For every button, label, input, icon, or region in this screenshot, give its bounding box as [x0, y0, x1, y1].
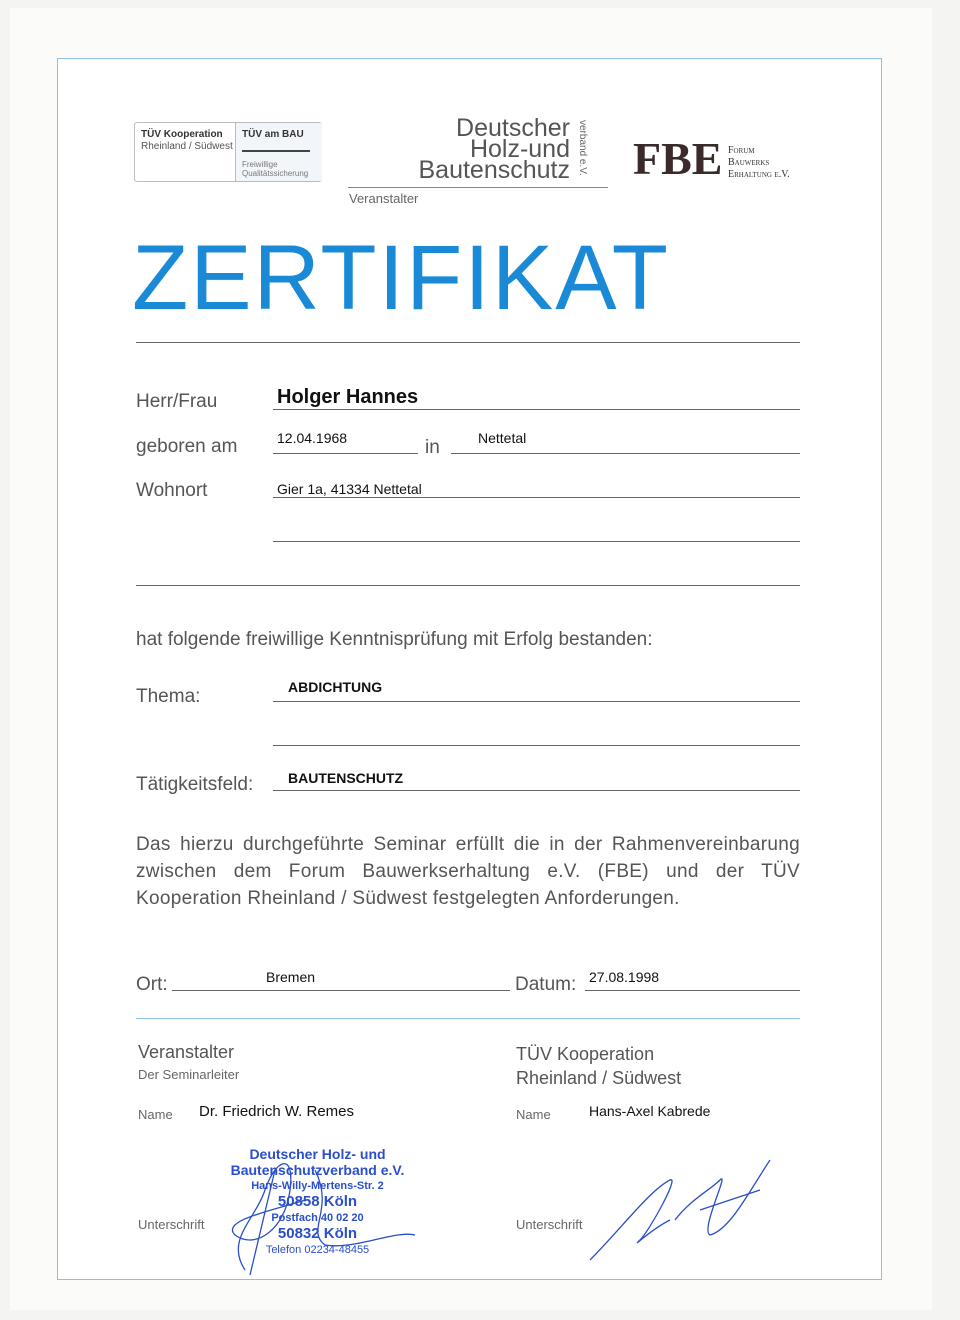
field-label: Tätigkeitsfeld: — [136, 774, 254, 795]
topic-value: ABDICHTUNG — [288, 679, 383, 695]
tuv-signatory-title — [516, 1042, 681, 1090]
organizer-title: Veranstalter — [138, 1042, 235, 1062]
dhbv-side: verband e.V. — [577, 120, 588, 176]
tuv-logo — [134, 122, 322, 182]
topic-label: Thema: — [136, 686, 201, 707]
passed-text: hat folgende freiwillige Kenntnisprüfung mit Erfolg bestanden: — [136, 629, 653, 650]
stamp-line: Deutscher Holz- und — [249, 1146, 386, 1162]
dhbv-line3: Bautenschutz — [418, 156, 570, 184]
stamp-line: Bautenschutzverband e.V. — [230, 1162, 405, 1178]
birthplace-value: Nettetal — [478, 430, 527, 446]
date-label: Datum: — [515, 974, 577, 995]
born-label: geboren am — [136, 436, 238, 457]
right-name-value: Hans-Axel Kabrede — [589, 1103, 711, 1119]
stamp-line: Telefon 02234-48455 — [265, 1244, 370, 1256]
tuv-left-title: TÜV Kooperation — [141, 129, 223, 140]
fbe-logo: FBE — [633, 133, 723, 184]
right-signature — [580, 1150, 800, 1270]
fbe-text-2: Bauwerks — [728, 157, 770, 168]
left-name-label: Name — [138, 1107, 173, 1122]
born-value: 12.04.1968 — [277, 430, 348, 446]
residence-value: Gier 1a, 41334 Nettetal — [277, 481, 422, 497]
date-value: 27.08.1998 — [589, 969, 660, 985]
place-value: Bremen — [266, 969, 316, 985]
requirements-paragraph: Das hierzu durchgeführte Seminar erfüllt die in der Rahmenvereinbarung zwischen dem Forum Bauwerkserhaltung e.V. (FBE) und der TÜV Kooperation Rheinland / Südwest festgelegten Anforderungen. — [136, 834, 800, 909]
left-signature-label: Unterschrift — [138, 1217, 205, 1232]
fbe-text-3: Erhaltung e.V. — [728, 169, 790, 180]
stamp-line: 50832 Köln — [277, 1225, 358, 1242]
tuv-left-sub: Rheinland / Südwest — [141, 141, 233, 152]
field-value: BAUTENSCHUTZ — [288, 770, 404, 786]
tuv-signatory-title-1: TÜV Kooperation — [516, 1044, 655, 1064]
stamp-line: Postfach 40 02 20 — [271, 1212, 364, 1224]
left-name-value: Dr. Friedrich W. Remes — [199, 1103, 355, 1120]
right-signature-label: Unterschrift — [516, 1217, 583, 1232]
in-label: in — [425, 437, 440, 458]
dhbv-line2: Holz-und — [469, 135, 570, 163]
tuv-right-sub1: Freiwillige — [242, 160, 278, 169]
dhbv-line1: Deutscher — [456, 114, 570, 142]
residence-label: Wohnort — [136, 480, 208, 501]
stamp-line: Hans-Willy-Mertens-Str. 2 — [251, 1180, 384, 1192]
dhbv-logo — [370, 114, 570, 184]
organizer-subtitle: Der Seminarleiter — [138, 1067, 240, 1082]
right-name-label: Name — [516, 1107, 551, 1122]
tuv-right-sub2: Qualitätssicherung — [242, 169, 309, 178]
certificate-title: ZERTIFIKAT — [132, 227, 670, 329]
tuv-signatory-title-2: Rheinland / Südwest — [516, 1068, 682, 1088]
stamp-line: 50858 Köln — [277, 1193, 358, 1210]
name-value: Holger Hannes — [277, 386, 419, 408]
veranstalter-caption: Veranstalter — [349, 191, 419, 206]
left-signature — [215, 1150, 435, 1280]
tuv-right-title: TÜV am BAU — [242, 129, 304, 140]
name-label: Herr/Frau — [136, 391, 218, 412]
place-label: Ort: — [136, 974, 168, 995]
fbe-text-1: Forum — [728, 145, 755, 156]
fbe-text — [728, 145, 790, 181]
